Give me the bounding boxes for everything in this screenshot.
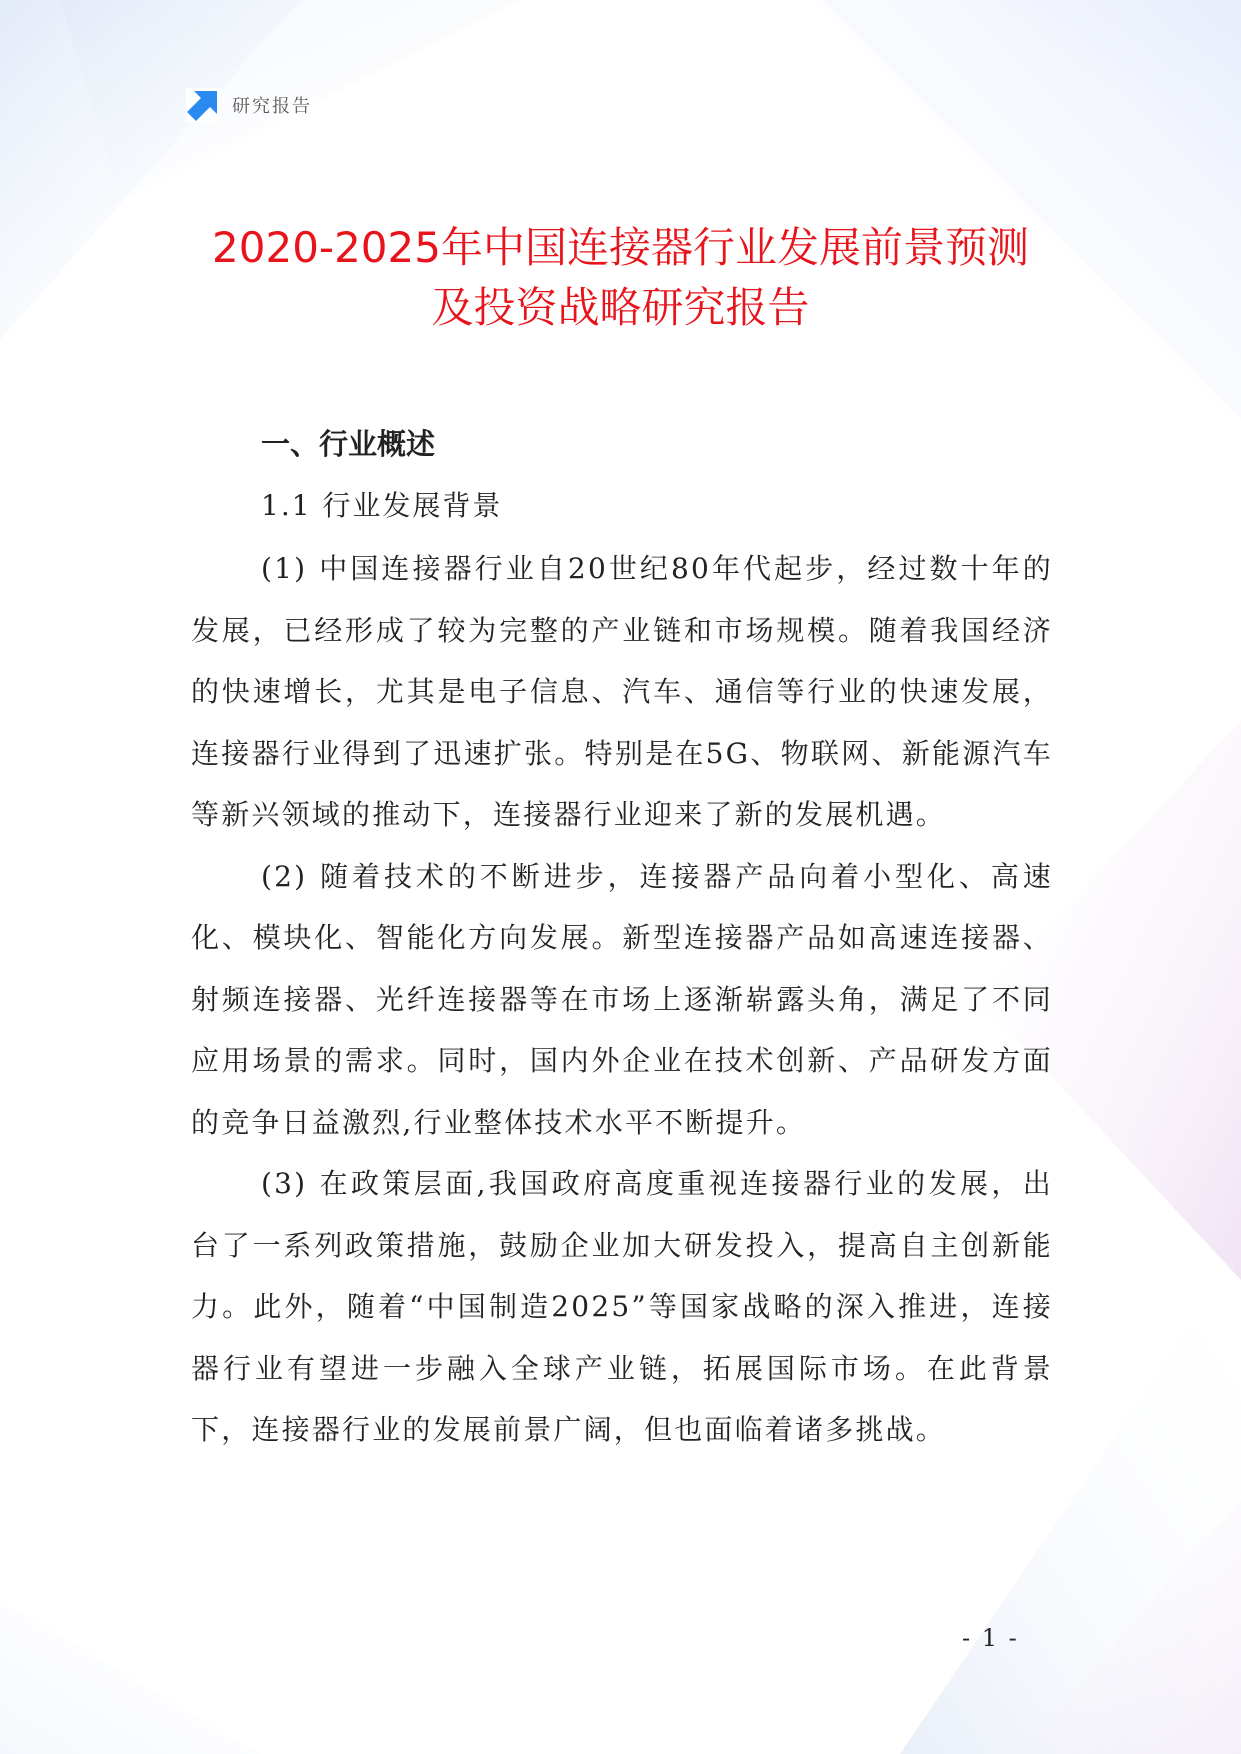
- subsection-heading: 1.1 行业发展背景: [261, 489, 503, 522]
- report-body: [191, 414, 1053, 1461]
- title-line-2: 及投资战略研究报告: [431, 283, 810, 332]
- paragraph-3: (3) 在政策层面,我国政府高度重视连接器行业的发展，出台了一系列政策措施，鼓励企业加大研发投入，提高自主创新能力。此外，随着“中国制造2025”等国家战略的深入推进，连接器行业有望进一步融入全球产业链，拓展国际市场。在此背景下，连接器行业的发展前景广阔，但也面临着诸多挑战。: [191, 1167, 1053, 1446]
- paragraph-2: (2) 随着技术的不断进步，连接器产品向着小型化、高速化、模块化、智能化方向发展。新型连接器产品如高速连接器、射频连接器、光纤连接器等在市场上逐渐崭露头角，满足了不同应用场景的需求。同时，国内外企业在技术创新、产品研发方面的竞争日益激烈,行业整体技术水平不断提升。: [191, 859, 1053, 1139]
- report-header: [186, 88, 312, 122]
- report-title: [140, 218, 1101, 338]
- section-heading: 一、行业概述: [261, 427, 436, 461]
- title-line-1: 2020-2025年中国连接器行业发展前景预测: [212, 223, 1029, 272]
- paragraph-1: (1) 中国连接器行业自20世纪80年代起步，经过数十年的发展，已经形成了较为完整的产业链和市场规模。随着我国经济的快速增长，尤其是电子信息、汽车、通信等行业的快速发展，连接器行业得到了迅速扩张。特别是在5G、物联网、新能源汽车等新兴领域的推动下，连接器行业迎来了新的发展机遇。: [191, 552, 1053, 831]
- header-label: 研究报告: [232, 96, 312, 117]
- page-number: - 1 -: [962, 1624, 1019, 1652]
- arrow-up-right-icon: [186, 88, 220, 122]
